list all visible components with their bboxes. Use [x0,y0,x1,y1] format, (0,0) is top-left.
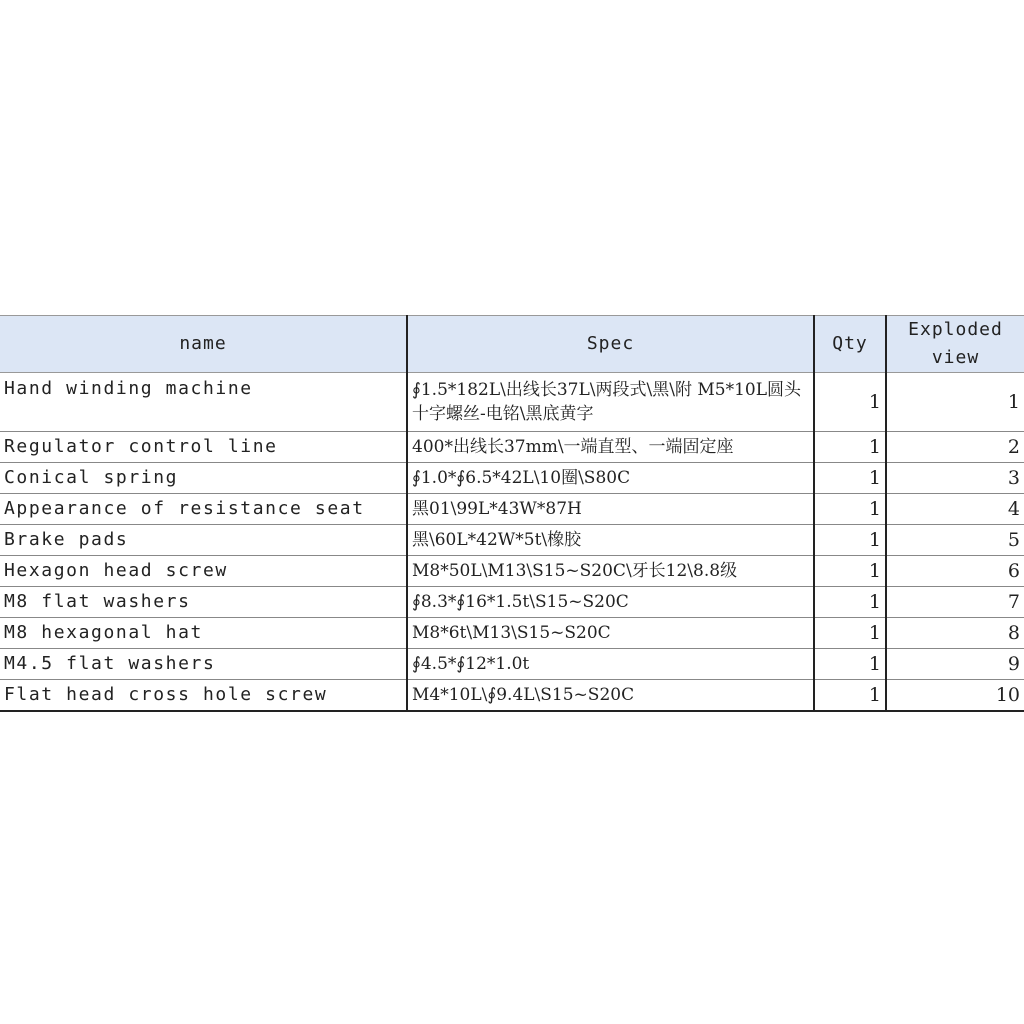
cell-qty: 1 [814,618,886,649]
header-row [0,316,1024,373]
table-row [0,463,1024,494]
table-row [0,525,1024,556]
cell-name: Hexagon head screw [0,556,407,587]
cell-name: Flat head cross hole screw [0,680,407,712]
cell-qty: 1 [814,494,886,525]
cell-qty: 1 [814,525,886,556]
cell-qty: 1 [814,649,886,680]
cell-spec: M8*6t\M13\S15~S20C [407,618,814,649]
table-row [0,432,1024,463]
cell-qty: 1 [814,556,886,587]
column-header-name: name [0,316,407,373]
cell-spec: ∮4.5*∮12*1.0t [407,649,814,680]
parts-table [0,315,1024,712]
table-row [0,373,1024,432]
cell-qty: 1 [814,680,886,712]
table-body [0,373,1024,712]
cell-spec: ∮1.0*∮6.5*42L\10圈\S80C [407,463,814,494]
cell-spec: M4*10L\∮9.4L\S15~S20C [407,680,814,712]
cell-spec: ∮1.5*182L\出线长37L\两段式\黑\附 M5*10L圆头十字螺丝-电铭\黑底黄字 [407,373,814,432]
column-header-spec: Spec [407,316,814,373]
cell-qty: 1 [814,373,886,432]
table-header [0,316,1024,373]
cell-exploded-view: 7 [886,587,1024,618]
cell-exploded-view: 8 [886,618,1024,649]
cell-name: Regulator control line [0,432,407,463]
cell-name: Brake pads [0,525,407,556]
cell-spec: 黑01\99L*43W*87H [407,494,814,525]
cell-exploded-view: 3 [886,463,1024,494]
cell-spec: 400*出线长37mm\一端直型、一端固定座 [407,432,814,463]
cell-spec: ∮8.3*∮16*1.5t\S15~S20C [407,587,814,618]
table-row [0,680,1024,712]
cell-exploded-view: 6 [886,556,1024,587]
cell-exploded-view: 4 [886,494,1024,525]
column-header-exploded-view: Exploded view [886,316,1024,373]
table-row [0,494,1024,525]
cell-name: Conical spring [0,463,407,494]
cell-name: M8 hexagonal hat [0,618,407,649]
cell-name: Appearance of resistance seat [0,494,407,525]
table-row [0,556,1024,587]
cell-qty: 1 [814,463,886,494]
table-row [0,587,1024,618]
cell-name: M8 flat washers [0,587,407,618]
cell-name: M4.5 flat washers [0,649,407,680]
cell-spec: 黑\60L*42W*5t\橡胶 [407,525,814,556]
cell-spec: M8*50L\M13\S15~S20C\牙长12\8.8级 [407,556,814,587]
cell-name: Hand winding machine [0,373,407,432]
cell-qty: 1 [814,432,886,463]
cell-exploded-view: 10 [886,680,1024,712]
cell-exploded-view: 9 [886,649,1024,680]
table-row [0,649,1024,680]
table-row [0,618,1024,649]
cell-qty: 1 [814,587,886,618]
cell-exploded-view: 5 [886,525,1024,556]
column-header-qty: Qty [814,316,886,373]
cell-exploded-view: 2 [886,432,1024,463]
cell-exploded-view: 1 [886,373,1024,432]
